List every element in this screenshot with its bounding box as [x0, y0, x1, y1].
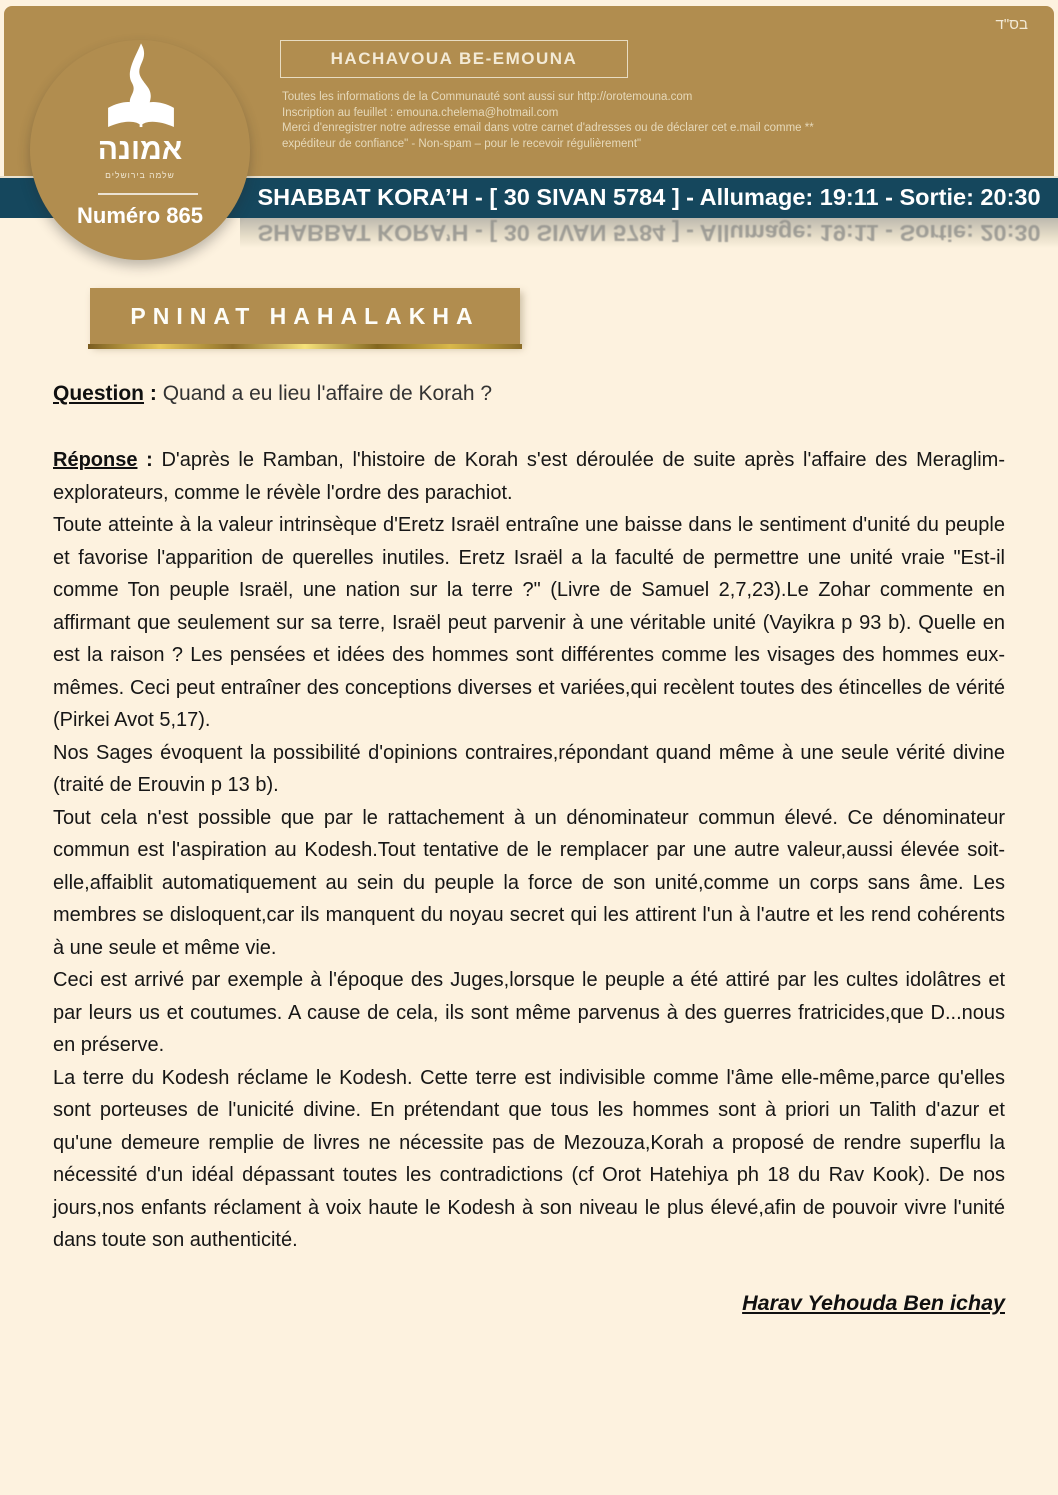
bsd-hebrew-text: בס"ד	[995, 16, 1028, 33]
response-separator: :	[137, 449, 162, 471]
logo-divider-line	[98, 193, 198, 195]
response-text: D'après le Ramban, l'histoire de Korah s'est déroulée de suite après l'affaire des Meraglim-explorateurs, comme le révèle l'ordre des parachiot.	[53, 449, 1005, 504]
response-paragraph: Nos Sages évoquent la possibilité d'opinions contraires,répondant quand même à une seule vérité divine (traité de Erouvin p 13 b).	[53, 741, 1005, 796]
response-paragraph	[53, 444, 1005, 509]
response-label: Réponse	[53, 449, 138, 471]
email-link[interactable]: emouna.chelema@hotmail.com	[396, 106, 559, 119]
issue-number: Numéro 865	[77, 203, 203, 228]
info-line-subscribe	[282, 106, 1034, 122]
author-signature: Harav Yehouda Ben ichay	[742, 1290, 1005, 1315]
shabbat-title: SHABBAT KORA’H - [ 30 SIVAN 5784 ] - Allumage: 19:11 - Sortie: 20:30	[257, 184, 1041, 210]
banner-gold-line	[88, 344, 522, 349]
newsletter-name: HACHAVOUA BE-EMOUNA	[330, 49, 578, 68]
question-separator: :	[144, 382, 163, 405]
response-paragraph: Tout cela n'est possible que par le rattachement à un dénominateur commun élevé. Ce dénominateur commun est l'aspiration au Kodesh.Tout tentative de le remplacer par une autre valeur,aussi élevée soit-elle,affaiblit automatiquement au sein du peuple la force de son unité,comme un corps sans âme. Les membres se disloquent,car ils manquent du noyau secret qui les attirent l'un à l'autre et les rend cohérents à une seule et même vie.	[53, 806, 1005, 959]
newsletter-name-box	[280, 40, 628, 78]
question-line	[53, 382, 1005, 406]
emouna-logo-circle	[30, 40, 250, 260]
info-line1-text: Toutes les informations de la Communauté sont aussi sur	[282, 91, 578, 103]
info-line-3: Merci d'enregistrer notre adresse email dans votre carnet d'adresses ou de déclarer cet e.mail comme **	[282, 122, 814, 134]
response-paragraph: La terre du Kodesh réclame le Kodesh. Cette terre est indivisible comme l'âme elle-même,parce qu'elles sont porteuses de l'unicité divine. En prétendant que tous les hommes sont à priori un Talith d'azur et qu'une demeure remplie de livres ne nécessite pas de Mezouza,Korah a proposé de rendre superflu la nécessité d'un idéal dépassant toutes les contradictions (cf Orot Hatehiya ph 18 du Rav Kook). De nos jours,nos enfants réclament à voix haute le Kodesh à son niveau le plus élevé,afin de pouvoir vivre l'unité dans toute son authenticité.	[53, 1066, 1005, 1251]
logo-hebrew-name: אמונה	[97, 133, 183, 166]
header-info-block	[282, 90, 1034, 152]
info-line-4: expéditeur de confiance" - Non-spam – pour le recevoir régulièrement"	[282, 137, 642, 150]
shabbat-title-reflection: SHABBAT KORA’H - [ 30 SIVAN 5784 ] - Allumage: 19:11 - Sortie: 20:30	[257, 220, 1041, 246]
section-banner	[90, 288, 520, 345]
info-line2-text: Inscription au feuillet :	[282, 106, 397, 119]
info-line-website	[282, 90, 1034, 106]
title-reflection-strip	[240, 218, 1058, 248]
section-banner-label: PNINAT HAHALAKHA	[130, 303, 480, 329]
website-link[interactable]: http://orotemouna.com	[577, 91, 693, 103]
flame-book-icon	[96, 42, 186, 138]
question-text: Quand a eu lieu l'affaire de Korah ?	[162, 382, 493, 405]
response-paragraph: Ceci est arrivé par exemple à l'époque des Juges,lorsque le peuple a été attiré par les cultes idolâtres et par leurs us et coutumes. A cause de cela, ils sont même parvenus à des guerres fratricides,que D...nous en préserve.	[53, 969, 1005, 1056]
response-paragraph: Toute atteinte à la valeur intrinsèque d'Eretz Israël entraîne une baisse dans le sentiment d'unité du peuple et favorise l'apparition de querelles inutiles. Eretz Israël a la faculté de permettre une unité vraie "Est-il comme Ton peuple Israël, une nation sur la terre ?" (Livre de Samuel 2,7,23).Le Zohar commente en affirmant que seulement sur sa terre, Israël peut parvenir à une véritable unité (Vayikra p 93 b). Quelle en est la raison ? Les pensées et idées des hommes sont différentes comme les visages des hommes eux-mêmes. Ceci peut entraîner des conceptions diverses et variées,qui recèlent toutes des étincelles de vérité (Pirkei Avot 5,17).	[53, 514, 1005, 731]
question-label: Question	[53, 382, 145, 405]
logo-hebrew-caption: שלמה בירושלים	[105, 170, 175, 180]
article-body	[53, 382, 1005, 1316]
